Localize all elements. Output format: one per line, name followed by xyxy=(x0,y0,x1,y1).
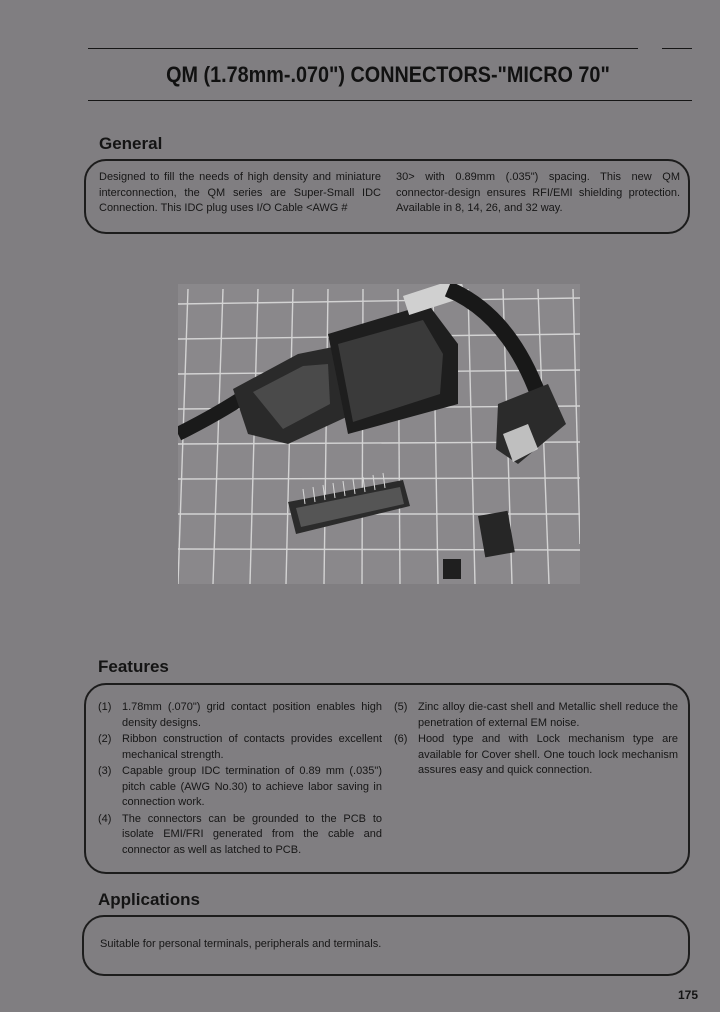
page-number: 175 xyxy=(677,988,698,1002)
applications-heading: Applications xyxy=(98,890,201,909)
connector-photo xyxy=(178,284,580,584)
features-heading: Features xyxy=(98,657,169,676)
applications-text: Suitable for personal terminals, peripherals and terminals. xyxy=(100,938,382,950)
feature-item-5: (5) Zinc alloy die-cast shell and Metallic shell reduce the penetration of external EM noise. xyxy=(394,701,678,729)
page-title: QM (1.78mm-.070") CONNECTORS-"MICRO 70" xyxy=(166,62,610,87)
feature-item-2: (2) Ribbon construction of contacts provides excellent mechanical strength. xyxy=(98,733,382,761)
general-left-text: Designed to fill the needs of high density and miniature interconnection, the QM series are Super-Small IDC Connection. This IDC plug uses I/O Cable <AWG # xyxy=(99,171,381,214)
feature-item-3: (3) Capable group IDC termination of 0.89 mm (.035") pitch cable (AWG No.30) to achieve labor saving in connection work. xyxy=(98,765,382,808)
feature-item-6: (6) Hood type and with Lock mechanism type are available for Cover shell. One touch lock mechanism assures easy and quick connection. xyxy=(394,733,678,776)
title-underline xyxy=(88,100,692,101)
feature-item-4: (4) The connectors can be grounded to the PCB to isolate EMI/FRI generated from the cable and connector as well as latched to PCB. xyxy=(98,812,382,856)
features-right-column xyxy=(394,700,678,780)
general-right-text: 30> with 0.89mm (.035") spacing. This new QM connector-design ensures RFI/EMI shielding protection. Available in 8, 14, 26, and 32 way. xyxy=(396,171,680,214)
top-rule xyxy=(88,48,638,49)
features-left-column xyxy=(98,700,382,859)
general-heading: General xyxy=(99,134,163,153)
top-rule-short xyxy=(662,48,692,49)
feature-item-1: (1) 1.78mm (.070") grid contact position enables high density designs. xyxy=(98,701,382,729)
